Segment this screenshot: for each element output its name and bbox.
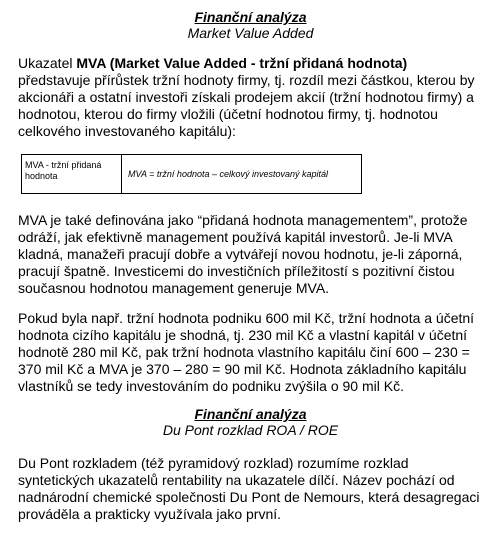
formula-label: MVA - tržní přidaná hodnota (22, 155, 122, 193)
section-heading-dupont (0, 406, 501, 438)
section-heading-mva (0, 9, 501, 41)
mva-formula-box (21, 154, 362, 194)
section-title: Finanční analýza (194, 406, 307, 422)
formula-expression: MVA = tržní hodnota – celkový investovaný kapitál (128, 169, 329, 179)
paragraph-mva-definition (18, 55, 483, 140)
section-subtitle: Market Value Added (187, 25, 314, 41)
paragraph-mva-example: Pokud byla např. tržní hodnota podniku 600 mil Kč, tržní hodnota a účetní hodnota cizího kapitálu je shodná, tj. 230 mil Kč a vlastní kapitál v účetní hodnotě 280 mil Kč, pak tržní hodnota vlastního kapitálu činí 600 – 230 = 370 mil Kč a MVA je 370 – 280 = 90 mil Kč. Hodnota základního kapitálu vlastníků se tedy investováním do podniku zvýšila o 90 mil Kč. (18, 310, 475, 394)
section-subtitle: Du Pont rozklad ROA / ROE (162, 422, 339, 438)
mva-term: MVA (Market Value Added - tržní přidaná hodnota) (76, 55, 408, 71)
paragraph-rest: představuje přírůstek tržní hodnoty firmy, tj. rozdíl mezi částkou, kterou by akcionáři a ostatní investoři získali prodejem akcií (tržní hodnotou firmy) a hodnotou, kterou do firmy vložili (účetní hodnotou firmy, tj. hodnotou celkového investovaného kapitálu): (18, 72, 475, 139)
section-title: Finanční analýza (194, 9, 307, 25)
paragraph-dupont: Du Pont rozkladem (též pyramidový rozklad) rozumíme rozklad syntetických ukazatelů rentability na ukazatele dílčí. Název pochází od nadnárodní chemické společnosti Du Pont de Nemours, která desagregaci prováděla a prakticky využívala jako první. (18, 455, 480, 522)
paragraph-lead: Ukazatel (18, 55, 77, 71)
paragraph-mva-management: MVA je také definována jako “přidaná hodnota managementem”, protože odráží, jak efektivně management používá kapitál investorů. Je-li MVA kladná, manažeři pracují dobře a vytvářejí novou hodnotu, je-li záporná, pracují špatně. Investicemi do investičních příležitostí s pozitivní čistou současnou hodnotou management generuje MVA. (18, 212, 468, 296)
